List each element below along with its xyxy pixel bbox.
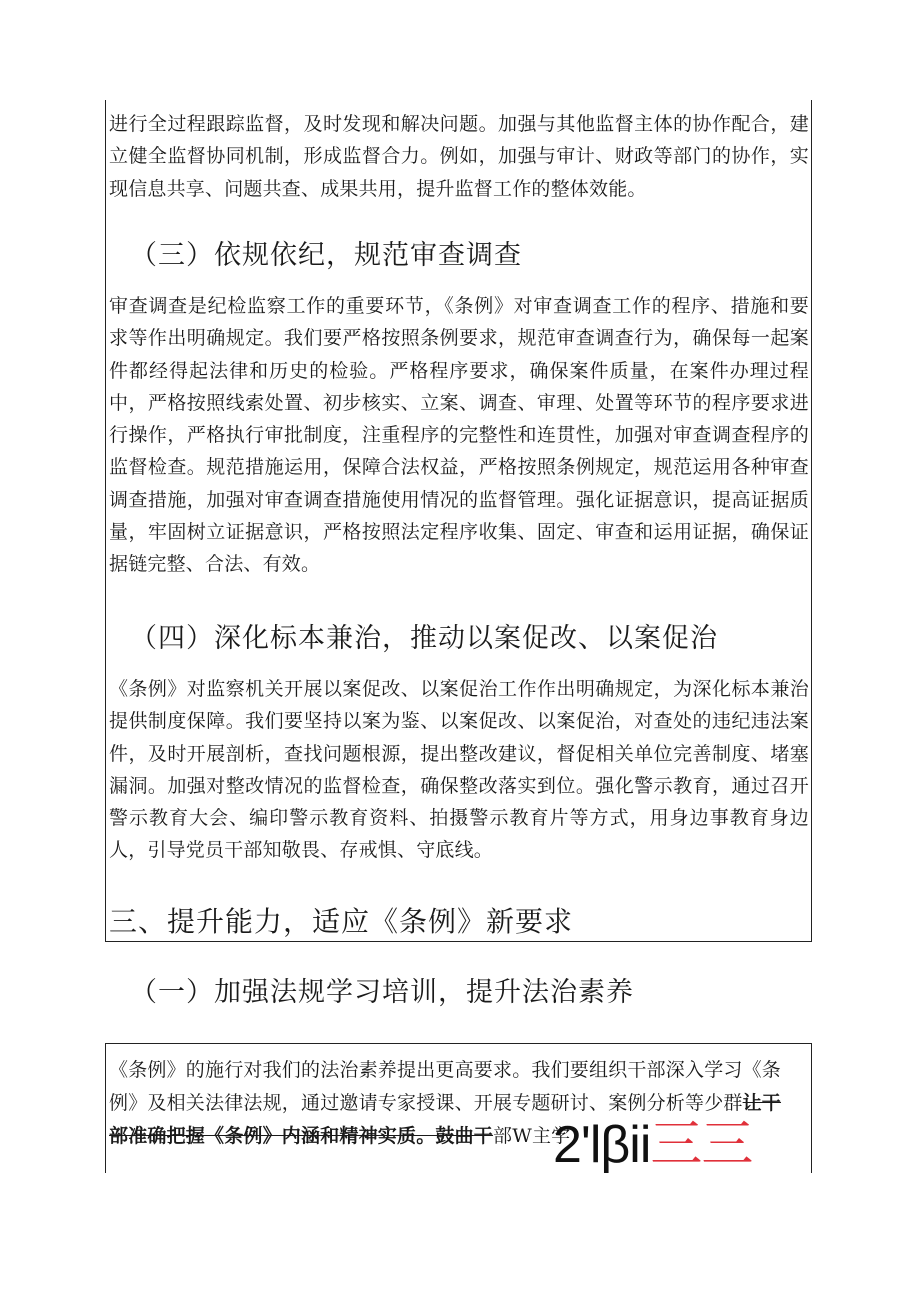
paragraph-case-reform: 《条例》对监察机关开展以案促改、以案促治工作作出明确规定，为深化标本兼治提供制度保障。我们要坚持以案为鉴、以案促改、以案促治，对查处的违纪违法案件，及时开展剖析，查找问题根源，提出整改建议，督促相关单位完善制度、堵塞漏洞。加强对整改情况的监督检查，确保整改落实到位。强化警示教育，通过召开警示教育大会、编印警示教育资料、拍摄警示教育片等方式，用身边事教育身边人，引导党员干部知敬畏、存戒惧、守底线。: [109, 678, 809, 862]
paragraph-line-bold: 部准确把握《条例》内涵和精神实质。鼓曲干: [109, 1125, 494, 1147]
artifact-dark-glyphs: 2'lβii: [553, 1116, 651, 1174]
paragraph-line-overlap: 让干: [742, 1092, 782, 1114]
ocr-artifact-glyphs: [553, 1114, 752, 1176]
heading-legal-training: （一）加强法规学习培训，提升法治素养: [130, 977, 634, 1008]
paragraph-review-investigation: 审查调查是纪检监察工作的重要环节，《条例》对审查调查工作的程序、措施和要求等作出明确规定。我们要严格按照条例要求，规范审查调查行为，确保每一起案件都经得起法律和历史的检验。严格程序要求，确保案件质量，在案件办理过程中，严格按照线索处置、初步核实、立案、调查、审理、处置等环节的程序要求进行操作，严格执行审批制度，注重程序的完整性和连贯性，加强对审查调查程序的监督检查。规范措施运用，保障合法权益，严格按照条例规定，规范运用各种审查调查措施，加强对审查调查措施使用情况的监督管理。强化证据意识，提高证据质量，牢固树立证据意识，严格按照法定程序收集、固定、审查和运用证据，确保证据链完整、合法、有效。: [109, 295, 809, 576]
heading-root-causes: （四）深化标本兼治，推动以案促改、以案促治: [130, 623, 718, 654]
paragraph-line-tail: 部W主学: [493, 1125, 571, 1147]
artifact-red-glyphs: 三三: [650, 1116, 753, 1174]
paragraph-line: 《条例》的施行对我们的法治素养提出更高要求。我们要组织干部深入学习《条: [109, 1059, 782, 1081]
paragraph-line-text: 例》及相关法律法规，通过邀请专家授课、开展专题研讨、案例分析等少群: [109, 1092, 743, 1114]
section-heading-capability: 三、提升能力，适应《条例》新要求: [109, 905, 574, 938]
paragraph-oversight-cooperation: 进行全过程跟踪监督，及时发现和解决问题。加强与其他监督主体的协作配合，建立健全监督协同机制，形成监督合力。例如，加强与审计、财政等部门的协作，实现信息共享、问题共查、成果共用，提升监督工作的整体效能。: [109, 113, 809, 200]
heading-review-investigation: （三）依规依纪，规范审查调查: [130, 240, 522, 271]
